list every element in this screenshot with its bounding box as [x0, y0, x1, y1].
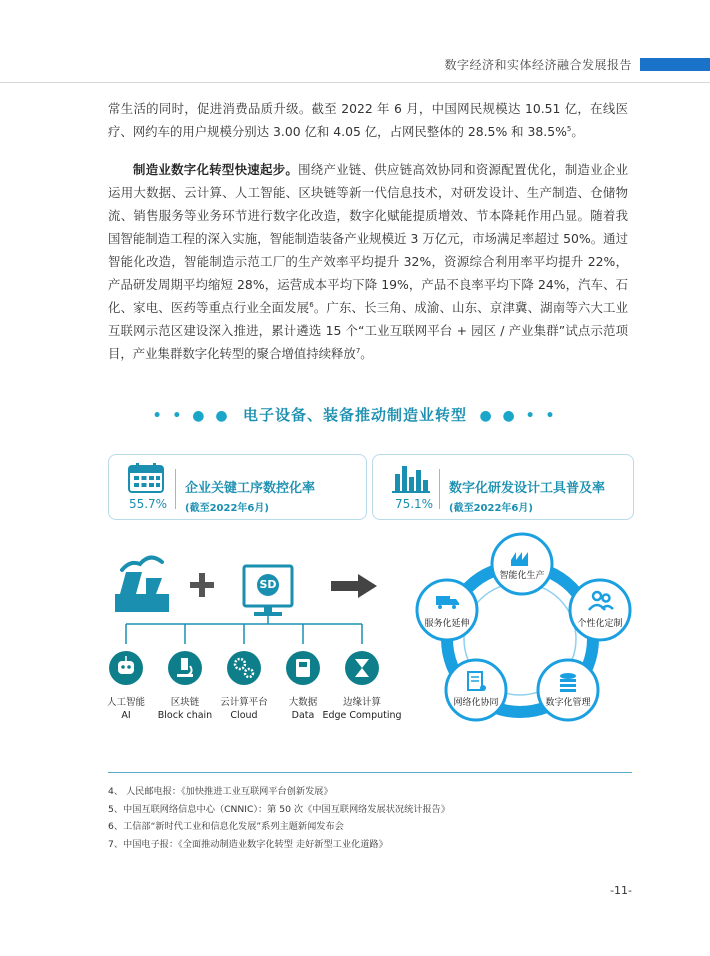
stat-label: 数字化研发设计工具普及率: [449, 481, 606, 496]
page-number: -11-: [610, 884, 632, 897]
paragraph-2: 制造业数字化转型快速起步。围绕产业链、供应链高效协同和资源配置优化，制造业企业运用大数据、云计算、人工智能、区块链等新一代信息技术，对研发设计、生产制造、仓储物流、销售服务等业务环节进行数字化改造，数字化赋能提质增效、节本降耗作用凸显。随着我国智能制造工程的深入实施，智能制造装备产业规模近 3 万亿元，市场满足率超过 50%。通过智能化改造，智能制造示范工厂的生产效率平均提升 32%，资源综合利用率平均提升 22%，产品研发周期平均缩短 28%，运营成本平均下降 19%，产品不良率平均下降 24%，汽车、石化、家电、医药等重点行业全面发展$^6$。广东、长三角、成渝、山东、京津冀、湖南等六大工业互联网示范区建设深入推进，累计遴选 15 个“工业互联网平台 + 园区 / 产业集群”试点示范项目，产业集群数字化转型的聚合增值持续释放$^7$。: [108, 162, 629, 361]
footnote-5: 5、中国互联网络信息中心（CNNIC）：第 50 次《中国互联网络发展状况统计报告》: [108, 803, 451, 815]
section-title-text: 电子设备、装备推动制造业转型: [242, 406, 467, 424]
paragraph-lead: 制造业数字化转型快速起步。: [133, 162, 299, 177]
section-title: [0, 404, 710, 425]
tech-label-blockchain: 区块链 Block chain: [157, 697, 213, 721]
tech-icons: [109, 651, 379, 685]
footnote-4: 4、 人民邮电报：《加快推进工业互联网平台创新发展》: [108, 786, 333, 797]
tech-label-data: 大数据 Data: [288, 697, 318, 721]
factory-icon: [115, 557, 169, 612]
stat-divider: [439, 469, 440, 509]
arrow-right-icon: [331, 574, 377, 598]
paragraph-1: 常生活的同时，促进消费品质升级。截至 2022 年 6 月，中国网民规模达 10.51 亿，在线医疗、网约车的用户规模分别达 3.00 亿和 4.05 亿，占网民整体的 28.5% 和 38.5%$^5$。: [108, 101, 628, 139]
stat-note: (截至2022年6月): [449, 503, 533, 514]
header-divider: [0, 82, 710, 83]
stat-label: 企业关键工序数控化率: [185, 481, 316, 496]
stat-divider: [175, 469, 176, 509]
node-label-smart-production: 智能化生产: [499, 571, 545, 581]
node-label-customization: 个性化定制: [577, 619, 623, 629]
stat-value: 55.7%: [128, 497, 168, 511]
bar-chart-icon: [391, 462, 431, 494]
header-accent-bar: [640, 58, 710, 71]
footnotes: [108, 783, 632, 853]
stat-value: 75.1%: [394, 497, 434, 511]
monitor-text: SD: [259, 578, 277, 591]
tech-label-edge-computing: 边缘计算 Edge Computing: [322, 697, 402, 721]
stat-note: (截至2022年6月): [185, 503, 269, 514]
footnote-divider: [108, 772, 632, 773]
footnote-ref-7[interactable]: 7: [355, 346, 361, 355]
node-label-digital-management: 数字化管理: [545, 698, 591, 708]
calendar-icon: [127, 462, 165, 494]
stat-card-design-tools-rate: [372, 454, 634, 520]
monitor-icon: [244, 566, 292, 616]
report-title: 数字经济和实体经济融合发展报告: [444, 58, 632, 72]
footnote-6: 6、工信部“新时代工业和信息化发展”系列主题新闻发布会: [108, 821, 344, 832]
footnote-ref-6[interactable]: 6: [309, 300, 314, 309]
node-label-service-extension: 服务化延伸: [424, 619, 470, 629]
tech-label-ai: 人工智能 AI: [106, 697, 145, 721]
footnote-ref-5[interactable]: 5: [566, 124, 572, 133]
dots-right: ● ● • •: [479, 408, 558, 424]
plus-icon: [190, 573, 214, 597]
manufacturing-diagram: [0, 530, 710, 740]
tech-label-cloud: 云计算平台 Cloud: [220, 697, 268, 721]
node-label-network-collaboration: 网络化协同: [453, 698, 499, 708]
dots-left: • • ● ●: [152, 408, 231, 424]
stat-card-cnc-rate: [108, 454, 367, 520]
connector-tree: [126, 616, 362, 644]
footnote-7: 7、中国电子报：《全面推动制造业数字化转型 走好新型工业化道路》: [108, 838, 388, 850]
